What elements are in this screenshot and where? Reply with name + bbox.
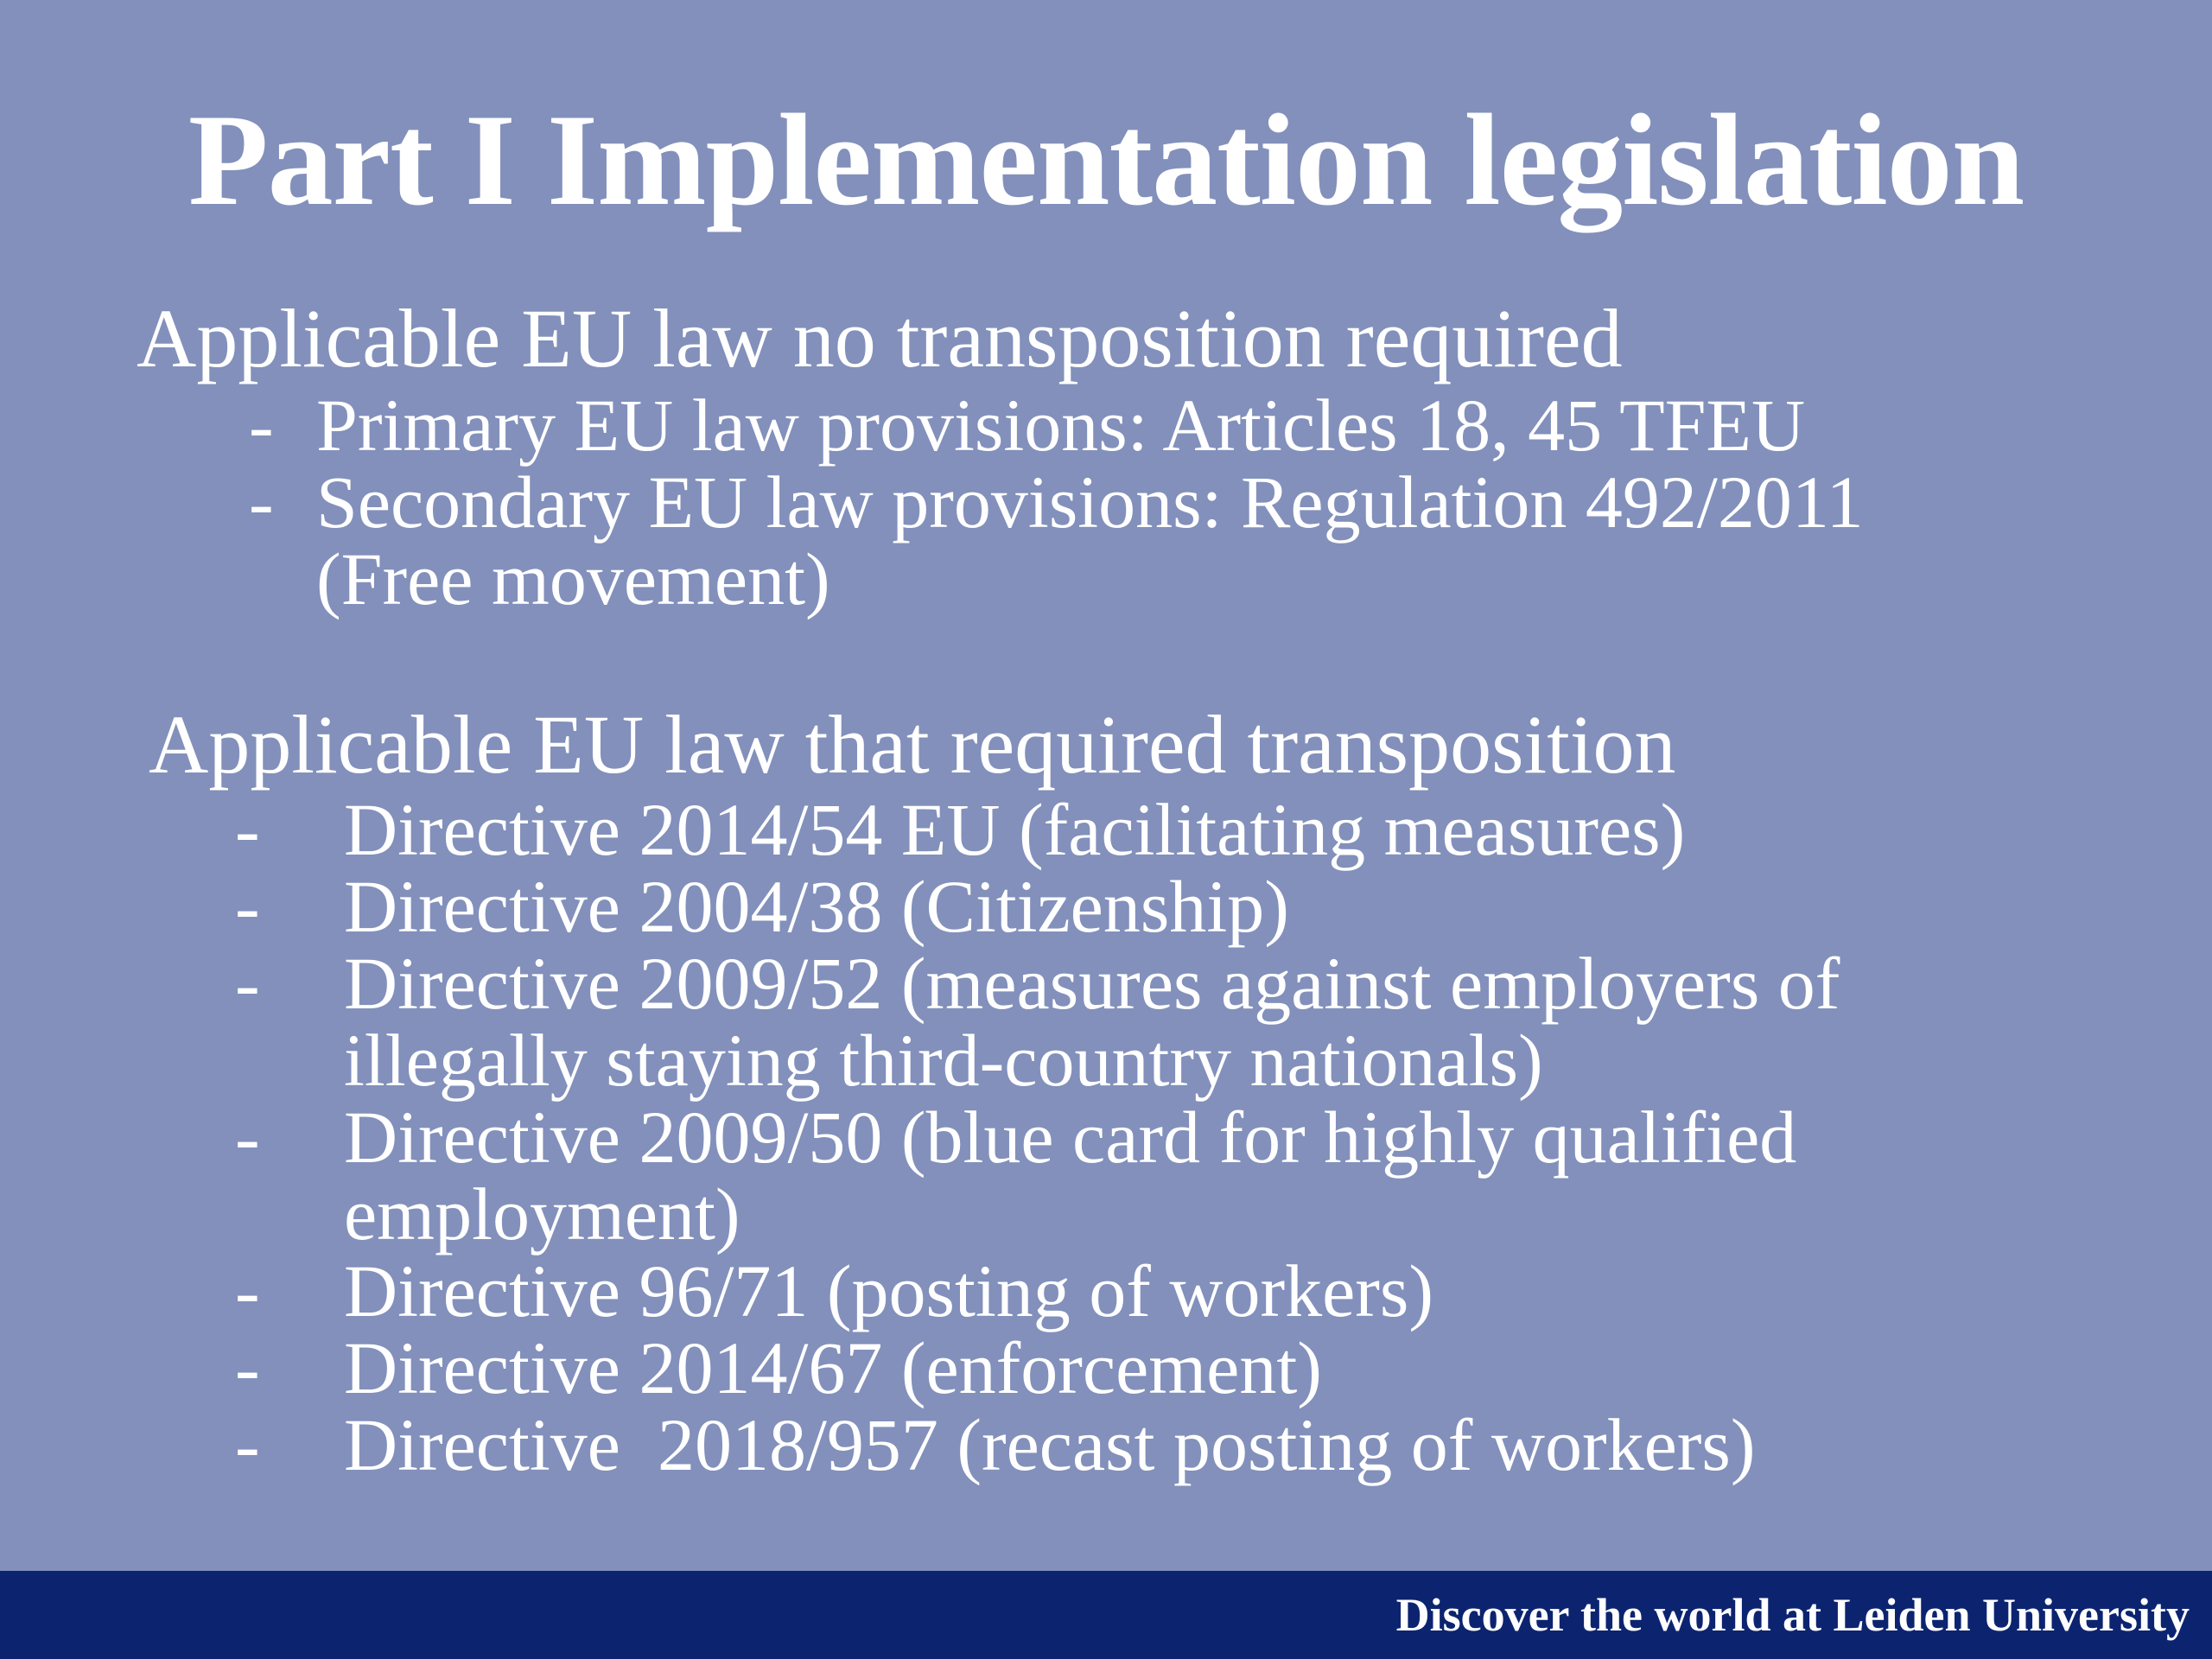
list-item-directive-2018-957: Directive 2018/957 (recast posting of workers) — [344, 1403, 1756, 1486]
bullet-dash: - — [235, 1249, 260, 1332]
list-item-directive-2014-67: Directive 2014/67 (enforcement) — [344, 1326, 1322, 1409]
list-item-secondary-law-cont: (Free movement) — [316, 537, 830, 620]
list-item-primary-law: Primary EU law provisions: Articles 18, 45 TFEU — [316, 384, 1806, 467]
bullet-dash: - — [235, 788, 260, 871]
bullet-dash: - — [235, 942, 260, 1025]
list-item-directive-96-71: Directive 96/71 (posting of workers) — [344, 1249, 1434, 1332]
bullet-dash: - — [235, 1403, 260, 1486]
list-item-directive-2004-38: Directive 2004/38 (Citizenship) — [344, 865, 1289, 948]
list-item-secondary-law: Secondary EU law provisions: Regulation 492/2011 — [316, 461, 1864, 543]
footer-tagline: Discover the world at Leiden University — [1395, 1589, 2190, 1641]
bullet-dash: - — [235, 1326, 260, 1409]
bullet-dash: - — [249, 384, 274, 467]
bullet-dash: - — [249, 461, 274, 543]
list-item-directive-2009-50: Directive 2009/50 (blue card for highly qualified — [344, 1096, 1797, 1179]
list-item-directive-2009-52-cont: illegally staying third-country nationals) — [344, 1019, 1543, 1102]
list-item-directive-2009-50-cont: employment) — [344, 1173, 741, 1255]
section-heading-required-transposition: Applicable EU law that required transposition — [149, 698, 1676, 791]
footer-bar — [0, 1571, 2212, 1659]
bullet-dash: - — [235, 1096, 260, 1179]
list-item-directive-2014-54: Directive 2014/54 EU (facilitating measures) — [344, 788, 1686, 871]
section-heading-no-transposition: Applicable EU law no transposition required — [137, 292, 1623, 385]
list-item-directive-2009-52: Directive 2009/52 (measures against employers of — [344, 942, 1840, 1025]
slide-title: Part I Implementation legislation — [188, 87, 2024, 232]
bullet-dash: - — [235, 865, 260, 948]
